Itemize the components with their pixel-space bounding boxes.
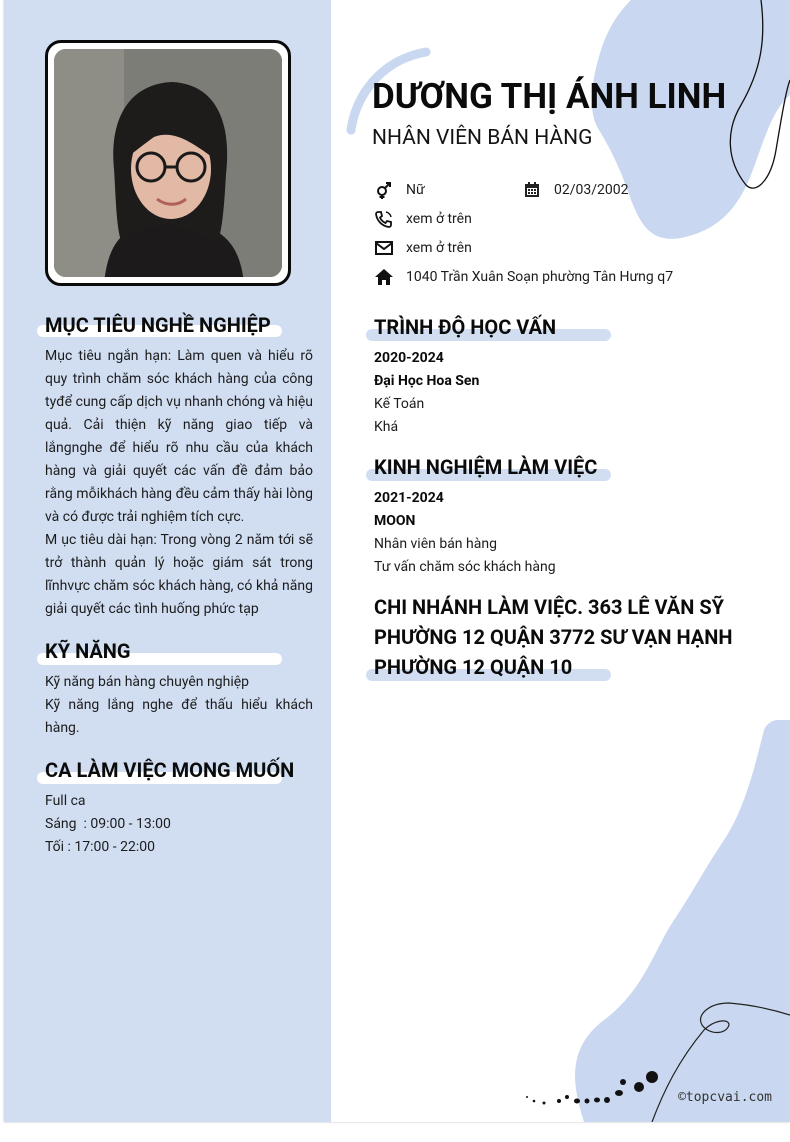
experience-heading: KINH NGHIỆM LÀM VIỆC: [374, 455, 598, 479]
skill-item: Kỹ năng bán hàng chuyên nghiệp: [45, 674, 250, 690]
shift-item: Sáng : 09:00 - 13:00: [45, 816, 171, 832]
cv-page: [4, 0, 790, 1122]
job-description: Tư vấn chăm sóc khách hàng: [374, 559, 556, 575]
sidebar: [4, 0, 331, 1122]
address-value: 1040 Trần Xuân Soạn phường Tân Hưng q7: [406, 269, 674, 285]
skills-text: [45, 671, 313, 740]
company-name: MOON: [374, 513, 416, 529]
shift-text: [45, 790, 313, 859]
shift-item: Full ca: [45, 793, 86, 809]
calendar-icon: [522, 180, 542, 200]
email-value: xem ở trên: [406, 240, 472, 256]
grade: Khá: [374, 419, 399, 435]
phone-icon: [374, 209, 394, 229]
phone-value: xem ở trên: [406, 211, 472, 227]
education-period: 2020-2024: [374, 350, 444, 366]
shift-heading: CA LÀM VIỆC MONG MUỐN: [45, 758, 295, 782]
career-goal-heading: MỤC TIÊU NGHỀ NGHIỆP: [45, 313, 271, 337]
shift-item: Tối : 17:00 - 22:00: [45, 839, 155, 855]
candidate-name: DƯƠNG THỊ ÁNH LINH: [372, 76, 727, 117]
profile-photo: [54, 49, 282, 277]
job-title: NHÂN VIÊN BÁN HÀNG: [372, 126, 593, 150]
email-icon: [374, 238, 394, 258]
position: Nhân viên bán hàng: [374, 536, 497, 552]
branch-address: CHI NHÁNH LÀM VIỆC. 363 LÊ VĂN SỸ PHƯỜNG 12 QUẬN 3772 SƯ VẠN HẠNH PHƯỜNG 12 QUẬN 10: [374, 595, 733, 679]
home-icon: [374, 267, 394, 287]
watermark: ©topcvai.com: [678, 1090, 772, 1105]
birthday-value: 02/03/2002: [554, 182, 629, 198]
long-term-goal: M ục tiêu dài hạn: Trong vòng 2 năm tới sẽ trở thành quản lý hoặc giám sát trong lĩnhvực chăm sóc khách hàng, có khả năng giải quyết các tình huống phức tạp: [45, 532, 313, 617]
experience-period: 2021-2024: [374, 490, 444, 506]
decorative-blob-bottom: [504, 720, 790, 1122]
ink-splatter: [519, 1065, 669, 1110]
major: Kế Toán: [374, 396, 425, 412]
gender-value: Nữ: [406, 182, 425, 198]
career-goal-text: [45, 345, 313, 621]
profile-photo-frame: [45, 40, 291, 286]
portrait-icon: [54, 49, 282, 277]
school-name: Đại Học Hoa Sen: [374, 373, 480, 389]
skills-heading: KỸ NĂNG: [45, 639, 131, 663]
short-term-goal: Mục tiêu ngắn hạn: Làm quen và hiểu rõ quy trình chăm sóc khách hàng của công tyđể cung cấp dịch vụ nhanh chóng và hiệu quả. Cải thiện kỹ năng giao tiếp và lắngnghe để hiểu rõ nhu cầu của khách hàng và giải quyết các vấn đề đảm bảo rằng mỗikhách hàng đều cảm thấy hài lòng và có được trải nghiệm tích cực.: [45, 348, 313, 525]
education-heading: TRÌNH ĐỘ HỌC VẤN: [374, 315, 557, 339]
gender-icon: [374, 180, 394, 200]
skill-item: Kỹ năng lắng nghe để thấu hiểu khách hàng.: [45, 697, 313, 736]
